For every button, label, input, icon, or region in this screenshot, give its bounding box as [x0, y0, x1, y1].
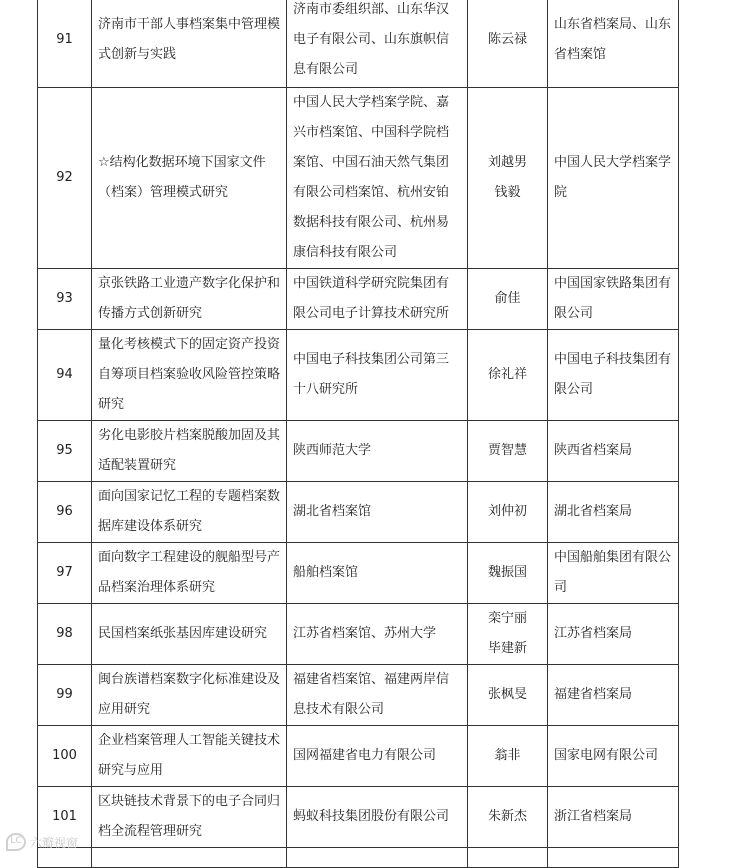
project-leader-cell: 栾宁丽 毕建新: [468, 604, 548, 665]
project-units-cell: 船舶档案馆: [287, 543, 468, 604]
recommending-org-cell: 江苏省档案局: [548, 604, 679, 665]
project-units-cell: 湖北省档案馆: [287, 482, 468, 543]
project-leader-cell: 朱新杰: [468, 787, 548, 848]
project-number-cell: 92: [38, 88, 92, 269]
project-number-cell: 95: [38, 421, 92, 482]
project-title-cell: 劣化电影胶片档案脱酸加固及其适配装置研究: [92, 421, 287, 482]
project-leader-cell: 贾智慧: [468, 421, 548, 482]
project-title-cell: 民国档案纸张基因库建设研究: [92, 604, 287, 665]
project-number-cell: 96: [38, 482, 92, 543]
project-table-body: [38, 0, 679, 868]
project-title-cell: 面向国家记忆工程的专题档案数据库建设体系研究: [92, 482, 287, 543]
table-row: [38, 269, 679, 330]
project-title-cell: 京张铁路工业遗产数字化保护和传播方式创新研究: [92, 269, 287, 330]
project-number-cell: 91: [38, 0, 92, 88]
project-title-cell: 企业档案管理人工智能关键技术研究与应用: [92, 726, 287, 787]
project-number-cell: 93: [38, 269, 92, 330]
project-number-cell: 98: [38, 604, 92, 665]
recommending-org-cell: 湖北省档案局: [548, 482, 679, 543]
table-row: [38, 421, 679, 482]
project-title-cell: 闽台族谱档案数字化标准建设及应用研究: [92, 665, 287, 726]
project-number-cell: 94: [38, 330, 92, 421]
recommending-org-cell: 陕西省档案局: [548, 421, 679, 482]
recommending-org-cell: 中国国家铁路集团有限公司: [548, 269, 679, 330]
project-leader-cell: 陈云禄: [468, 0, 548, 88]
project-units-cell: 蚂蚁科技集团股份有限公司: [287, 787, 468, 848]
project-units-cell: 国网福建省电力有限公司: [287, 726, 468, 787]
project-title-cell: 区块链技术背景下的电子合同归档全流程管理研究: [92, 787, 287, 848]
project-units-cell: 福建省档案馆、福建两岸信息技术有限公司: [287, 665, 468, 726]
project-leader-cell: 俞佳: [468, 269, 548, 330]
project-table: [37, 0, 679, 868]
recommending-org-cell: 浙江省档案局: [548, 787, 679, 848]
project-leader-cell: [468, 848, 548, 868]
recommending-org-cell: 中国电子科技集团有限公司: [548, 330, 679, 421]
project-title-cell: 济南市干部人事档案集中管理模式创新与实践: [92, 0, 287, 88]
project-units-cell: [287, 848, 468, 868]
project-units-cell: 中国铁道科学研究院集团有限公司电子计算技术研究所: [287, 269, 468, 330]
project-title-cell: [92, 848, 287, 868]
project-leader-cell: 张枫旻: [468, 665, 548, 726]
project-title-cell: 面向数字工程建设的舰船型号产品档案治理体系研究: [92, 543, 287, 604]
table-row: [38, 543, 679, 604]
watermark-text: 六瓣视窗: [30, 835, 79, 850]
project-units-cell: 中国人民大学档案学院、嘉兴市档案馆、中国科学院档案馆、中国石油天然气集团有限公司档案馆、杭州安铂数据科技有限公司、杭州易康信科技有限公司: [287, 88, 468, 269]
table-row: [38, 787, 679, 848]
recommending-org-cell: 中国船舶集团有限公司: [548, 543, 679, 604]
project-number-cell: 100: [38, 726, 92, 787]
recommending-org-cell: 国家电网有限公司: [548, 726, 679, 787]
project-title-cell: ☆结构化数据环境下国家文件（档案）管理模式研究: [92, 88, 287, 269]
project-units-cell: 济南市委组织部、山东华汉电子有限公司、山东旗帜信息有限公司: [287, 0, 468, 88]
table-row: [38, 88, 679, 269]
project-leader-cell: 刘仲初: [468, 482, 548, 543]
table-row: [38, 330, 679, 421]
recommending-org-cell: 中国人民大学档案学院: [548, 88, 679, 269]
project-leader-cell: 翁非: [468, 726, 548, 787]
table-row: [38, 0, 679, 88]
project-number-cell: 101: [38, 787, 92, 848]
project-units-cell: 中国电子科技集团公司第三十八研究所: [287, 330, 468, 421]
watermark-logo-icon: LC: [6, 833, 26, 851]
table-row: [38, 726, 679, 787]
project-table-wrapper: [37, 0, 678, 868]
recommending-org-cell: 山东省档案局、山东省档案馆: [548, 0, 679, 88]
project-title-cell: 量化考核模式下的固定资产投资自筹项目档案验收风险管控策略研究: [92, 330, 287, 421]
watermark: [6, 833, 78, 851]
table-row: [38, 848, 679, 868]
project-leader-cell: 徐礼祥: [468, 330, 548, 421]
recommending-org-cell: [548, 848, 679, 868]
project-units-cell: 江苏省档案馆、苏州大学: [287, 604, 468, 665]
table-row: [38, 665, 679, 726]
project-leader-cell: 魏振国: [468, 543, 548, 604]
project-leader-cell: 刘越男 钱毅: [468, 88, 548, 269]
table-row: [38, 604, 679, 665]
recommending-org-cell: 福建省档案局: [548, 665, 679, 726]
table-row: [38, 482, 679, 543]
project-units-cell: 陕西师范大学: [287, 421, 468, 482]
project-number-cell: 99: [38, 665, 92, 726]
project-number-cell: 97: [38, 543, 92, 604]
